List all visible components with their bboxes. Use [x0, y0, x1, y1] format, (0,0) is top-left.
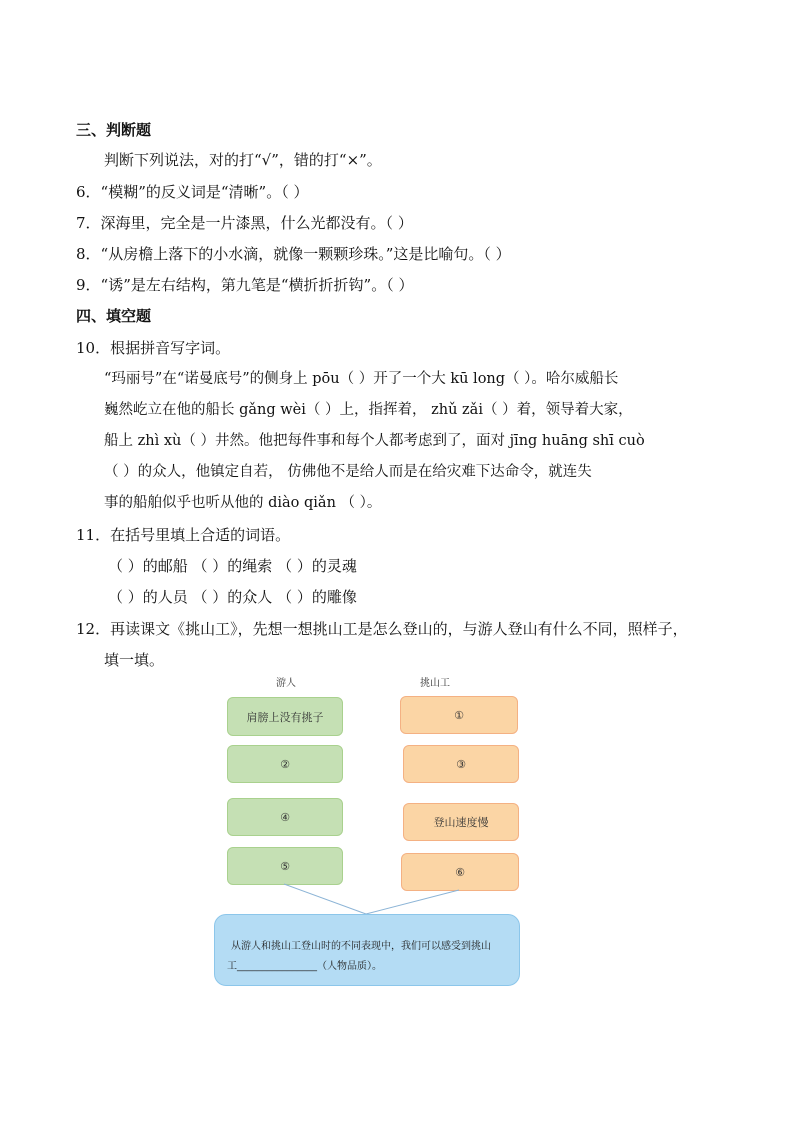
- section4-heading: 四、填空题: [76, 307, 152, 325]
- left-column-label: 游人: [276, 678, 296, 689]
- q10-line-1: “玛丽号”在“诺曼底号”的侧身上 pōu（ ）开了一个大 kū long（ ）。哈尔威船长: [104, 371, 619, 387]
- right-box-3: 登山速度慢: [403, 803, 519, 841]
- question-12-title-cont: 填一填。: [104, 651, 165, 669]
- right-column-label: 挑山工: [420, 678, 450, 689]
- q10-line-4: （ ）的众人，他镇定自若， 仿佛他不是给人而是在给灾难下达命令，就连失: [104, 464, 592, 480]
- q10-line-3: 船上 zhì xù（ ）井然。他把每件事和每个人都考虑到了，面对 jīng huāng shī cuò: [104, 433, 645, 449]
- question-7: 7．深海里，完全是一片漆黑，什么光都没有。（ ）: [76, 214, 413, 232]
- summary-line-1: 从游人和挑山工登山时的不同表现中，我们可以感受到挑山: [231, 941, 491, 952]
- section3-heading: 三、判断题: [76, 121, 152, 139]
- left-box-1: 肩膀上没有挑子: [227, 697, 343, 736]
- left-box-4: ⑤: [227, 847, 343, 885]
- question-11-title: 11．在括号里填上合适的词语。: [76, 526, 291, 544]
- question-9: 9．“诱”是左右结构，第九笔是“横折折折钩”。（ ）: [76, 276, 414, 294]
- left-connector-line: [284, 884, 366, 914]
- right-box-1: ①: [400, 696, 518, 734]
- q11-row-2: （ ）的人员 （ ）的众人 （ ）的雕像: [108, 588, 357, 606]
- left-box-2: ②: [227, 745, 343, 783]
- right-box-4: ⑥: [401, 853, 519, 891]
- question-8: 8．“从房檐上落下的小水滴，就像一颗颗珍珠。”这是比喻句。（ ）: [76, 245, 511, 263]
- section3-instruction: 判断下列说法，对的打“√”，错的打“×”。: [104, 151, 382, 169]
- left-box-3: ④: [227, 798, 343, 836]
- summary-line-2: 工________________（人物品质）。: [227, 961, 382, 972]
- q10-line-2: 巍然屹立在他的船长 gǎng wèi（ ）上，指挥着， zhǔ zǎi（ ）着，领导着大家，: [104, 402, 633, 418]
- q11-row-1: （ ）的邮船 （ ）的绳索 （ ）的灵魂: [108, 557, 357, 575]
- question-6: 6．“模糊”的反义词是“清晰”。（ ）: [76, 183, 309, 201]
- summary-box: [214, 914, 520, 986]
- question-12-title: 12．再读课文《挑山工》，先想一想挑山工是怎么登山的，与游人登山有什么不同，照样子，: [76, 620, 688, 638]
- right-connector-line: [366, 890, 459, 914]
- right-box-2: ③: [403, 745, 519, 783]
- q10-line-5: 事的船舶似乎也听从他的 diào qiǎn （ ）。: [104, 495, 382, 511]
- question-10-title: 10．根据拼音写字词。: [76, 339, 231, 357]
